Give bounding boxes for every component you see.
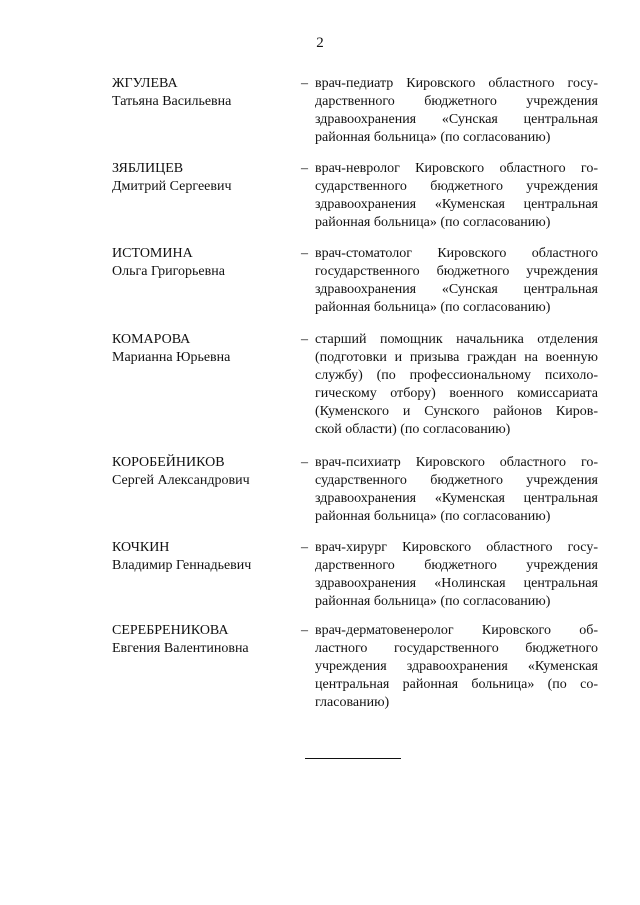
role-line: службу) (по профессиональному психоло- bbox=[315, 368, 598, 383]
entry-dash: – bbox=[301, 161, 308, 176]
role-line: врач-стоматолог Кировского областного bbox=[315, 246, 598, 261]
member-surname: КОМАРОВА bbox=[112, 332, 191, 347]
member-surname: ЖГУЛЕВА bbox=[112, 76, 178, 91]
member-role bbox=[315, 331, 598, 439]
member-given-name: Владимир Геннадьевич bbox=[112, 558, 252, 573]
member-role bbox=[315, 75, 598, 147]
member-role bbox=[315, 622, 598, 712]
member-surname: ЗЯБЛИЦЕВ bbox=[112, 161, 184, 176]
role-line: здравоохранения «Куменская центральная bbox=[315, 491, 598, 506]
member-name bbox=[112, 539, 292, 575]
role-line: (Куменского и Сунского районов Киров- bbox=[315, 404, 598, 419]
member-surname: КОЧКИН bbox=[112, 540, 170, 555]
member-name bbox=[112, 245, 292, 281]
end-of-document-rule bbox=[305, 758, 401, 759]
entry-dash: – bbox=[301, 623, 308, 638]
role-line: (подготовки и призыва граждан на военную bbox=[315, 350, 598, 365]
member-name bbox=[112, 160, 292, 196]
role-line: врач-педиатр Кировского областного госу- bbox=[315, 76, 598, 91]
role-line: районная больница» (по согласованию) bbox=[315, 300, 551, 315]
role-line: учреждения здравоохранения «Куменская bbox=[315, 659, 598, 674]
role-line: районная больница» (по согласованию) bbox=[315, 215, 551, 230]
member-given-name: Сергей Александрович bbox=[112, 473, 250, 488]
role-line: районная больница» (по согласованию) bbox=[315, 594, 551, 609]
role-line: ластного государственного бюджетного bbox=[315, 641, 598, 656]
member-surname: КОРОБЕЙНИКОВ bbox=[112, 455, 225, 470]
role-line: дарственного бюджетного учреждения bbox=[315, 94, 598, 109]
role-line: районная больница» (по согласованию) bbox=[315, 509, 551, 524]
role-line: центральная районная больница» (по со- bbox=[315, 677, 598, 692]
member-surname: ИСТОМИНА bbox=[112, 246, 193, 261]
member-role bbox=[315, 245, 598, 317]
role-line: здравоохранения «Нолинская центральная bbox=[315, 576, 598, 591]
member-given-name: Ольга Григорьевна bbox=[112, 264, 225, 279]
role-line: государственного бюджетного учреждения bbox=[315, 264, 598, 279]
role-line: врач-хирург Кировского областного госу- bbox=[315, 540, 598, 555]
role-line: врач-дерматовенеролог Кировского об- bbox=[315, 623, 598, 638]
role-line: старший помощник начальника отделения bbox=[315, 332, 598, 347]
role-line: врач-невролог Кировского областного го- bbox=[315, 161, 598, 176]
role-line: гласованию) bbox=[315, 695, 390, 710]
member-role bbox=[315, 539, 598, 611]
role-line: здравоохранения «Сунская центральная bbox=[315, 282, 598, 297]
entry-dash: – bbox=[301, 76, 308, 91]
member-name bbox=[112, 622, 292, 658]
entry-dash: – bbox=[301, 540, 308, 555]
entry-dash: – bbox=[301, 246, 308, 261]
member-role bbox=[315, 454, 598, 526]
page-number: 2 bbox=[316, 35, 324, 51]
role-line: районная больница» (по согласованию) bbox=[315, 130, 551, 145]
member-given-name: Евгения Валентиновна bbox=[112, 641, 249, 656]
member-name bbox=[112, 331, 292, 367]
role-line: здравоохранения «Куменская центральная bbox=[315, 197, 598, 212]
member-role bbox=[315, 160, 598, 232]
role-line: врач-психиатр Кировского областного го- bbox=[315, 455, 598, 470]
role-line: сударственного бюджетного учреждения bbox=[315, 473, 598, 488]
role-line: гическому отбору) военного комиссариата bbox=[315, 386, 598, 401]
member-name bbox=[112, 75, 292, 111]
entry-dash: – bbox=[301, 332, 308, 347]
member-given-name: Марианна Юрьевна bbox=[112, 350, 231, 365]
member-name bbox=[112, 454, 292, 490]
member-surname: СЕРЕБРЕНИКОВА bbox=[112, 623, 229, 638]
role-line: здравоохранения «Сунская центральная bbox=[315, 112, 598, 127]
role-line: дарственного бюджетного учреждения bbox=[315, 558, 598, 573]
role-line: ской области) (по согласованию) bbox=[315, 422, 511, 437]
member-given-name: Дмитрий Сергеевич bbox=[112, 179, 232, 194]
member-given-name: Татьяна Васильевна bbox=[112, 94, 232, 109]
role-line: сударственного бюджетного учреждения bbox=[315, 179, 598, 194]
entry-dash: – bbox=[301, 455, 308, 470]
